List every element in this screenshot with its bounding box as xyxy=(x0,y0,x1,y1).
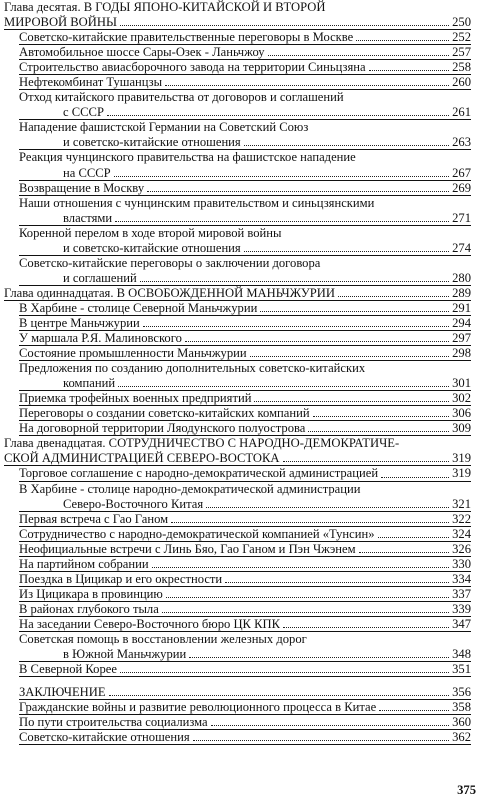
dot-leader xyxy=(359,552,450,553)
toc-entry[interactable] xyxy=(4,196,471,226)
entry-title: Приемка трофейных военных предприятий xyxy=(19,391,252,406)
entry-page-number: 289 xyxy=(452,285,471,300)
entry-title: властями xyxy=(63,210,113,225)
dot-leader xyxy=(107,115,449,116)
dot-leader xyxy=(166,597,449,598)
entry-page-number: 297 xyxy=(452,331,471,346)
dot-leader xyxy=(118,386,449,387)
entry-title: Строительство авиасборочного завода на территории Синьцзяна xyxy=(19,60,366,75)
toc-entry[interactable] xyxy=(4,45,471,60)
entry-page-number: 306 xyxy=(452,406,471,421)
entry-title: В Харбине - столице народно-демократической администрации xyxy=(19,481,361,496)
entry-title: Северо-Восточного Китая xyxy=(63,496,204,511)
chapter-title: Глава десятая. В ГОДЫ ЯПОНО-КИТАЙСКОЙ И ВТОРОЙ xyxy=(4,0,326,14)
chapter-title: Глава одиннадцатая. В ОСВОБОЖДЕННОЙ МАНЬЧЖУРИИ xyxy=(4,285,335,300)
toc-entry[interactable] xyxy=(4,150,471,180)
dot-leader xyxy=(308,431,449,432)
entry-page-number: 347 xyxy=(452,616,471,631)
entry-title: Неофициальные встречи с Линь Бяо, Гао Ганом и Пэн Чжэнем xyxy=(19,541,356,556)
entry-title: и советско-китайские отношения xyxy=(63,240,241,255)
entry-page-number: 330 xyxy=(452,556,471,571)
dot-leader xyxy=(379,710,449,711)
entry-title: Гражданские войны и развитие революционного процесса в Китае xyxy=(19,700,377,715)
entry-page-number: 358 xyxy=(452,700,471,715)
toc-entry[interactable] xyxy=(4,466,471,481)
toc-entry[interactable] xyxy=(4,256,471,286)
toc-chapter-entry[interactable] xyxy=(4,0,471,30)
toc-entry[interactable] xyxy=(4,361,471,391)
toc-entry[interactable] xyxy=(4,421,471,436)
entry-title: с СССР xyxy=(63,105,104,120)
dot-leader xyxy=(152,567,450,568)
dot-leader xyxy=(185,341,449,342)
dot-leader xyxy=(381,477,449,478)
entry-page-number: 322 xyxy=(452,511,471,526)
entry-title: Коренной перелом в ходе второй мировой войны xyxy=(19,225,282,240)
entry-page-number: 257 xyxy=(452,45,471,60)
entry-title: Наши отношения с чунцинским правительством и синьцзянскими xyxy=(19,195,375,210)
entry-page-number: 319 xyxy=(452,466,471,481)
entry-title: В Харбине - столице Северной Маньчжурии xyxy=(19,300,258,315)
chapter-title: Глава двенадцатая. СОТРУДНИЧЕСТВО С НАРОДНО-ДЕМОКРАТИЧЕ- xyxy=(4,436,400,451)
dot-leader xyxy=(338,296,449,297)
dot-leader xyxy=(189,657,449,658)
entry-title: Реакция чунцинского правительства на фашистское нападение xyxy=(19,150,356,165)
entry-page-number: 298 xyxy=(452,346,471,361)
entry-page-number: 362 xyxy=(452,730,471,745)
entry-title: На партийном собрании xyxy=(19,556,149,571)
entry-title: В районах глубокого тыла xyxy=(19,601,159,616)
toc-entry[interactable] xyxy=(4,482,471,512)
toc-entry[interactable] xyxy=(4,226,471,256)
toc-entry[interactable] xyxy=(4,301,471,316)
entry-page-number: 250 xyxy=(452,15,471,30)
dot-leader xyxy=(171,522,449,523)
dot-leader xyxy=(147,191,449,192)
toc-entry[interactable] xyxy=(4,685,471,700)
entry-page-number: 334 xyxy=(452,571,471,586)
entry-title: Отход китайского правительства от договоров и соглашений xyxy=(19,90,344,105)
entry-title: У маршала Р.Я. Малиновского xyxy=(19,331,182,346)
dot-leader xyxy=(162,612,449,613)
dot-leader xyxy=(206,507,449,508)
dot-leader xyxy=(114,176,449,177)
chapter-title: СКОЙ АДМИНИСТРАЦИЕЙ СЕВЕРО-ВОСТОКА xyxy=(4,451,280,466)
dot-leader xyxy=(109,695,450,696)
toc-entry[interactable] xyxy=(4,700,471,715)
entry-page-number: 360 xyxy=(452,715,471,730)
entry-title: Советско-китайские переговоры о заключении договора xyxy=(19,255,321,270)
entry-page-number: 261 xyxy=(452,105,471,120)
toc-chapter-entry[interactable] xyxy=(4,436,471,466)
toc-entry[interactable] xyxy=(4,587,471,602)
entry-title: Нефтекомбинат Тушанцзы xyxy=(19,75,163,90)
entry-title: Возвращение в Москву xyxy=(19,180,145,195)
entry-page-number: 252 xyxy=(452,30,471,45)
entry-page-number: 339 xyxy=(452,601,471,616)
entry-page-number: 321 xyxy=(452,496,471,511)
dot-leader xyxy=(313,416,450,417)
entry-title: Советско-китайские правительственные переговоры в Москве xyxy=(19,30,354,45)
entry-title: Первая встреча с Гао Ганом xyxy=(19,511,169,526)
dot-leader xyxy=(120,672,449,673)
entry-title: компаний xyxy=(63,376,116,391)
entry-page-number: 351 xyxy=(452,662,471,677)
entry-page-number: 274 xyxy=(452,240,471,255)
toc-entry[interactable] xyxy=(4,542,471,557)
section-gap xyxy=(4,677,471,685)
entry-page-number: 294 xyxy=(452,315,471,330)
toc-chapter-entry[interactable] xyxy=(4,286,471,301)
entry-title: На заседании Северо-Восточного бюро ЦК КПК xyxy=(19,616,280,631)
dot-leader xyxy=(260,311,449,312)
toc-entry[interactable] xyxy=(4,602,471,617)
toc-entry[interactable] xyxy=(4,90,471,120)
dot-leader xyxy=(244,251,449,252)
entry-title: Советско-китайские отношения xyxy=(19,730,190,745)
entry-title: На договорной территории Ляодунского полуострова xyxy=(19,421,306,436)
dot-leader xyxy=(140,281,449,282)
toc-entry[interactable] xyxy=(4,662,471,677)
toc-entry[interactable] xyxy=(4,120,471,150)
toc-entry[interactable] xyxy=(4,527,471,542)
toc-entry[interactable] xyxy=(4,512,471,527)
dot-leader xyxy=(268,55,450,56)
dot-leader xyxy=(283,627,449,628)
entry-page-number: 291 xyxy=(452,300,471,315)
entry-page-number: 326 xyxy=(452,541,471,556)
dot-leader xyxy=(283,461,450,462)
dot-leader xyxy=(115,221,449,222)
dot-leader xyxy=(356,40,449,41)
dot-leader xyxy=(165,85,449,86)
dot-leader xyxy=(250,356,450,357)
entry-page-number: 269 xyxy=(452,180,471,195)
entry-title: Поездка в Цицикар и его окрестности xyxy=(19,571,223,586)
page-number: 375 xyxy=(457,783,476,797)
entry-page-number: 263 xyxy=(452,135,471,150)
dot-leader xyxy=(254,401,449,402)
entry-title: Предложения по созданию дополнительных советско-китайских xyxy=(19,361,366,376)
toc-entry[interactable] xyxy=(4,30,471,45)
dot-leader xyxy=(143,326,449,327)
entry-page-number: 301 xyxy=(452,376,471,391)
chapter-title: МИРОВОЙ ВОЙНЫ xyxy=(4,15,117,30)
entry-title: на СССР xyxy=(63,165,111,180)
entry-title: Автомобильное шоссе Сары-Озек - Ланьчжоу xyxy=(19,45,265,60)
toc-entry[interactable] xyxy=(4,346,471,361)
toc-entry[interactable] xyxy=(4,406,471,421)
entry-title: Торговое соглашение с народно-демократической администрацией xyxy=(19,466,379,481)
entry-title: в Южной Маньчжурии xyxy=(63,647,187,662)
toc-entry[interactable] xyxy=(4,181,471,196)
dot-leader xyxy=(244,145,449,146)
entry-page-number: 309 xyxy=(452,421,471,436)
entry-title: Состояние промышленности Маньчжурии xyxy=(19,346,247,361)
toc-entry[interactable] xyxy=(4,391,471,406)
entry-title: Советская помощь в восстановлении железных дорог xyxy=(19,631,307,646)
entry-page-number: 271 xyxy=(452,210,471,225)
table-of-contents xyxy=(4,0,471,745)
entry-title: Сотрудничество с народно-демократической компанией «Тунсин» xyxy=(19,526,375,541)
entry-title: В центре Маньчжурии xyxy=(19,315,140,330)
entry-page-number: 337 xyxy=(452,586,471,601)
entry-title: и советско-китайские отношения xyxy=(63,135,241,150)
entry-title: и соглашений xyxy=(63,270,137,285)
toc-entry[interactable] xyxy=(4,632,471,662)
entry-title: ЗАКЛЮЧЕНИЕ xyxy=(19,685,106,700)
toc-entry[interactable] xyxy=(4,60,471,75)
dot-leader xyxy=(225,582,449,583)
toc-entry[interactable] xyxy=(4,331,471,346)
toc-entry[interactable] xyxy=(4,557,471,572)
toc-entry[interactable] xyxy=(4,316,471,331)
dot-leader xyxy=(369,70,450,71)
entry-title: Из Цицикара в провинцию xyxy=(19,586,163,601)
entry-page-number: 302 xyxy=(452,391,471,406)
dot-leader xyxy=(378,537,450,538)
dot-leader xyxy=(211,725,449,726)
entry-title: Переговоры о создании советско-китайских компаний xyxy=(19,406,310,421)
toc-entry[interactable] xyxy=(4,572,471,587)
entry-page-number: 356 xyxy=(452,685,471,700)
entry-page-number: 280 xyxy=(452,270,471,285)
toc-entry[interactable] xyxy=(4,75,471,90)
entry-page-number: 324 xyxy=(452,526,471,541)
entry-title: В Северной Корее xyxy=(19,662,117,677)
dot-leader xyxy=(193,740,449,741)
entry-page-number: 348 xyxy=(452,647,471,662)
entry-page-number: 319 xyxy=(452,451,471,466)
entry-page-number: 267 xyxy=(452,165,471,180)
toc-entry[interactable] xyxy=(4,617,471,632)
toc-entry[interactable] xyxy=(4,715,471,730)
entry-page-number: 258 xyxy=(452,60,471,75)
entry-title: По пути строительства социализма xyxy=(19,715,208,730)
entry-title: Нападение фашистской Германии на Советский Союз xyxy=(19,120,309,135)
toc-entry[interactable] xyxy=(4,730,471,745)
entry-page-number: 260 xyxy=(452,75,471,90)
dot-leader xyxy=(120,25,449,26)
